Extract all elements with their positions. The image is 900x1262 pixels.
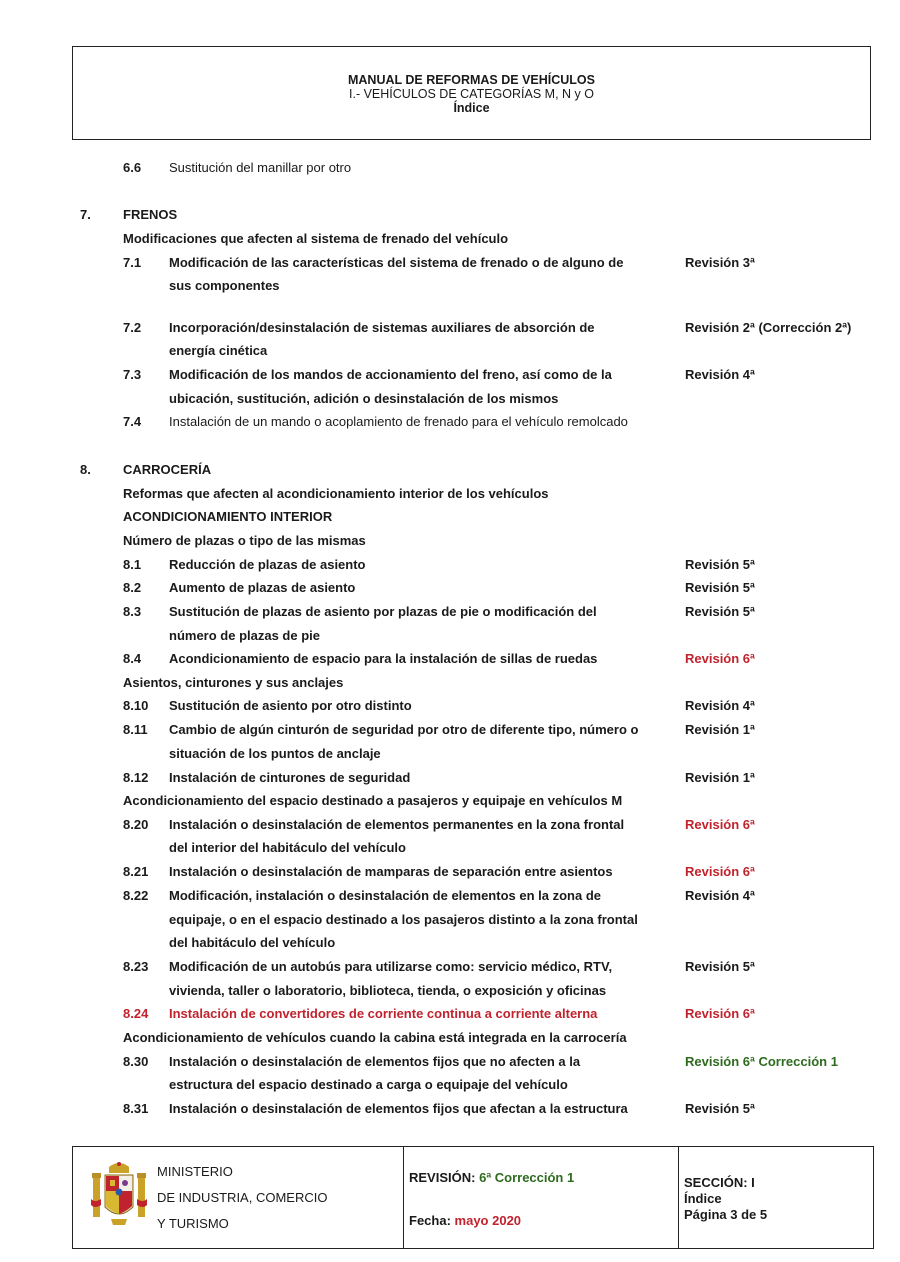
date-label: Fecha: <box>409 1213 451 1228</box>
revision-label: Revisión 1ª <box>685 770 755 785</box>
item-text: del habitáculo del vehículo <box>169 935 336 950</box>
revision-label: Revisión 4ª <box>685 888 755 903</box>
revision-cell <box>403 1147 679 1248</box>
item-text: Modificación, instalación o desinstalación de elementos en la zona de <box>169 888 601 903</box>
subheading-text: Número de plazas o tipo de las mismas <box>123 533 366 548</box>
index-row <box>0 578 900 598</box>
item-text: Instalación o desinstalación de elementos fijos que afectan a la estructura <box>169 1101 628 1116</box>
subheading <box>0 1028 900 1048</box>
revision-label: Revisión 6ª <box>685 864 755 879</box>
ministry-line: DE INDUSTRIA, COMERCIO <box>157 1190 328 1205</box>
item-number: 8.2 <box>123 580 142 595</box>
revision-label: Revisión 5ª <box>685 604 755 619</box>
index-label: Índice <box>684 1191 722 1206</box>
item-text: Acondicionamiento de espacio para la instalación de sillas de ruedas <box>169 651 598 666</box>
revision-label: Revisión 6ª <box>685 1006 755 1021</box>
subheading-text: Modificaciones que afecten al sistema de frenado del vehículo <box>123 231 509 246</box>
item-number: 8.1 <box>123 557 142 572</box>
item-text: Reducción de plazas de asiento <box>169 557 366 572</box>
item-number: 7.4 <box>123 414 142 429</box>
revision-info <box>409 1170 574 1185</box>
item-number: 8.10 <box>123 698 149 713</box>
index-row <box>0 957 900 977</box>
manual-subtitle: I.- VEHÍCULOS DE CATEGORÍAS M, N y O <box>349 87 594 101</box>
item-number: 8.20 <box>123 817 149 832</box>
index-row-cont <box>0 626 900 646</box>
date-value: mayo 2020 <box>454 1213 522 1228</box>
item-number: 8.11 <box>123 722 148 737</box>
index-row <box>0 696 900 716</box>
correction-number: Corrección 1 <box>758 1054 838 1069</box>
index-row <box>0 886 900 906</box>
item-text: estructura del espacio destinado a carga o equipaje del vehículo <box>169 1077 568 1092</box>
revision-label <box>685 1052 838 1072</box>
item-number: 7.2 <box>123 320 142 335</box>
item-number: 8.31 <box>123 1101 149 1116</box>
item-text: Instalación de un mando o acoplamiento de frenado para el vehículo remolcado <box>169 414 628 429</box>
item-number: 8.30 <box>123 1054 149 1069</box>
ministry-line: MINISTERIO <box>157 1164 233 1179</box>
item-number: 6.6 <box>123 160 142 175</box>
item-text: equipaje, o en el espacio destinado a los pasajeros distinto a la zona frontal <box>169 912 638 927</box>
item-text: Incorporación/desinstalación de sistemas auxiliares de absorción de <box>169 320 595 335</box>
index-row <box>0 158 900 178</box>
item-text: del interior del habitáculo del vehículo <box>169 840 406 855</box>
subheading <box>0 484 900 504</box>
subheading <box>0 229 900 249</box>
item-text: energía cinética <box>169 343 268 358</box>
ministry-line: Y TURISMO <box>157 1216 229 1231</box>
index-row <box>0 253 900 273</box>
revision-label: Revisión 5ª <box>685 580 755 595</box>
subheading-text: Acondicionamiento del espacio destinado a pasajeros y equipaje en vehículos M <box>123 793 623 808</box>
index-row <box>0 555 900 575</box>
index-row <box>0 365 900 385</box>
item-text: vivienda, taller o laboratorio, biblioteca, tienda, o exposición y oficinas <box>169 983 607 998</box>
item-text: Modificación de las características del sistema de frenado o de alguno de <box>169 255 624 270</box>
revision-number: Revisión 6ª <box>685 1054 755 1069</box>
revision-label: Revisión 3ª <box>685 255 755 270</box>
index-row-cont <box>0 341 900 361</box>
section-info <box>684 1175 767 1223</box>
item-number: 8.12 <box>123 770 149 785</box>
item-number: 7.1 <box>123 255 142 270</box>
index-row-cont <box>0 1075 900 1095</box>
item-number: 8.4 <box>123 651 142 666</box>
revision-label: Revisión 5ª <box>685 1101 755 1116</box>
index-row <box>0 768 900 788</box>
subheading-text: Reformas que afecten al acondicionamiento interior de los vehículos <box>123 486 549 501</box>
index-row <box>0 862 900 882</box>
item-text: Cambio de algún cinturón de seguridad por otro de diferente tipo, número o <box>169 722 639 737</box>
index-row-cont <box>0 389 900 409</box>
page-number: Página 3 de 5 <box>684 1207 768 1222</box>
section-name: FRENOS <box>123 207 178 222</box>
index-row-cont <box>0 910 900 930</box>
index-row <box>0 602 900 622</box>
subheading <box>0 531 900 551</box>
index-row <box>0 649 900 669</box>
subheading <box>0 673 900 693</box>
revision-label: Revisión 2ª (Corrección 2ª) <box>685 320 852 335</box>
item-text: Instalación de convertidores de corriente continua a corriente alterna <box>169 1006 598 1021</box>
subheading-text: Acondicionamiento de vehículos cuando la cabina está integrada en la carrocería <box>123 1030 627 1045</box>
revision-label: Revisión 6ª <box>685 651 755 666</box>
index-row <box>0 318 900 338</box>
item-number: 8.23 <box>123 959 149 974</box>
item-text: ubicación, sustitución, adición o desinstalación de los mismos <box>169 391 559 406</box>
item-text: Sustitución de asiento por otro distinto <box>169 698 412 713</box>
item-text: Instalación o desinstalación de elementos permanentes en la zona frontal <box>169 817 625 832</box>
date-info <box>409 1213 521 1228</box>
coat-of-arms-icon <box>89 1159 149 1231</box>
index-row-cont <box>0 981 900 1001</box>
index-row-cont <box>0 838 900 858</box>
index-row <box>0 1052 900 1072</box>
index-row <box>0 1099 900 1119</box>
item-text: situación de los puntos de anclaje <box>169 746 381 761</box>
item-text: Sustitución de plazas de asiento por plazas de pie o modificación del <box>169 604 597 619</box>
ministry-name <box>157 1159 327 1237</box>
item-number: 8.3 <box>123 604 142 619</box>
ministry-cell <box>73 1147 404 1248</box>
page-header <box>72 46 871 140</box>
section-number: 8. <box>80 462 91 477</box>
revision-label: Revisión 4ª <box>685 698 755 713</box>
revision-label: REVISIÓN: <box>409 1170 476 1185</box>
page-footer <box>72 1146 874 1249</box>
item-number: 8.21 <box>123 864 149 879</box>
section-title: Índice <box>453 101 490 115</box>
item-text: Instalación o desinstalación de elementos fijos que no afecten a la <box>169 1054 581 1069</box>
revision-label: Revisión 5ª <box>685 557 755 572</box>
index-row <box>0 412 900 432</box>
subheading <box>0 791 900 811</box>
section-heading <box>0 205 900 225</box>
section-label: SECCIÓN: I <box>684 1175 755 1190</box>
item-number: 8.22 <box>123 888 149 903</box>
section-heading <box>0 460 900 480</box>
item-number: 7.3 <box>123 367 142 382</box>
section-name: CARROCERÍA <box>123 462 212 477</box>
index-row-cont <box>0 744 900 764</box>
revision-label: Revisión 5ª <box>685 959 755 974</box>
revision-label: Revisión 1ª <box>685 722 755 737</box>
index-row <box>0 1004 900 1024</box>
item-text: sus componentes <box>169 278 280 293</box>
index-row-cont <box>0 276 900 296</box>
index-row <box>0 815 900 835</box>
section-cell <box>678 1147 873 1248</box>
item-number: 8.24 <box>123 1006 149 1021</box>
item-text: número de plazas de pie <box>169 628 320 643</box>
subheading-text: Asientos, cinturones y sus anclajes <box>123 675 344 690</box>
manual-title: MANUAL DE REFORMAS DE VEHÍCULOS <box>347 73 595 87</box>
subheading <box>0 507 900 527</box>
index-row-cont <box>0 933 900 953</box>
revision-value: 6ª Corrección 1 <box>479 1170 575 1185</box>
item-text: Instalación o desinstalación de mamparas de separación entre asientos <box>169 864 613 879</box>
item-text: Sustitución del manillar por otro <box>169 160 352 175</box>
item-text: Aumento de plazas de asiento <box>169 580 356 595</box>
revision-label: Revisión 6ª <box>685 817 755 832</box>
revision-label: Revisión 4ª <box>685 367 755 382</box>
item-text: Modificación de los mandos de accionamiento del freno, así como de la <box>169 367 612 382</box>
index-row <box>0 720 900 740</box>
subheading-text: ACONDICIONAMIENTO INTERIOR <box>123 509 333 524</box>
section-number: 7. <box>80 207 91 222</box>
item-text: Instalación de cinturones de seguridad <box>169 770 411 785</box>
item-text: Modificación de un autobús para utilizarse como: servicio médico, RTV, <box>169 959 613 974</box>
